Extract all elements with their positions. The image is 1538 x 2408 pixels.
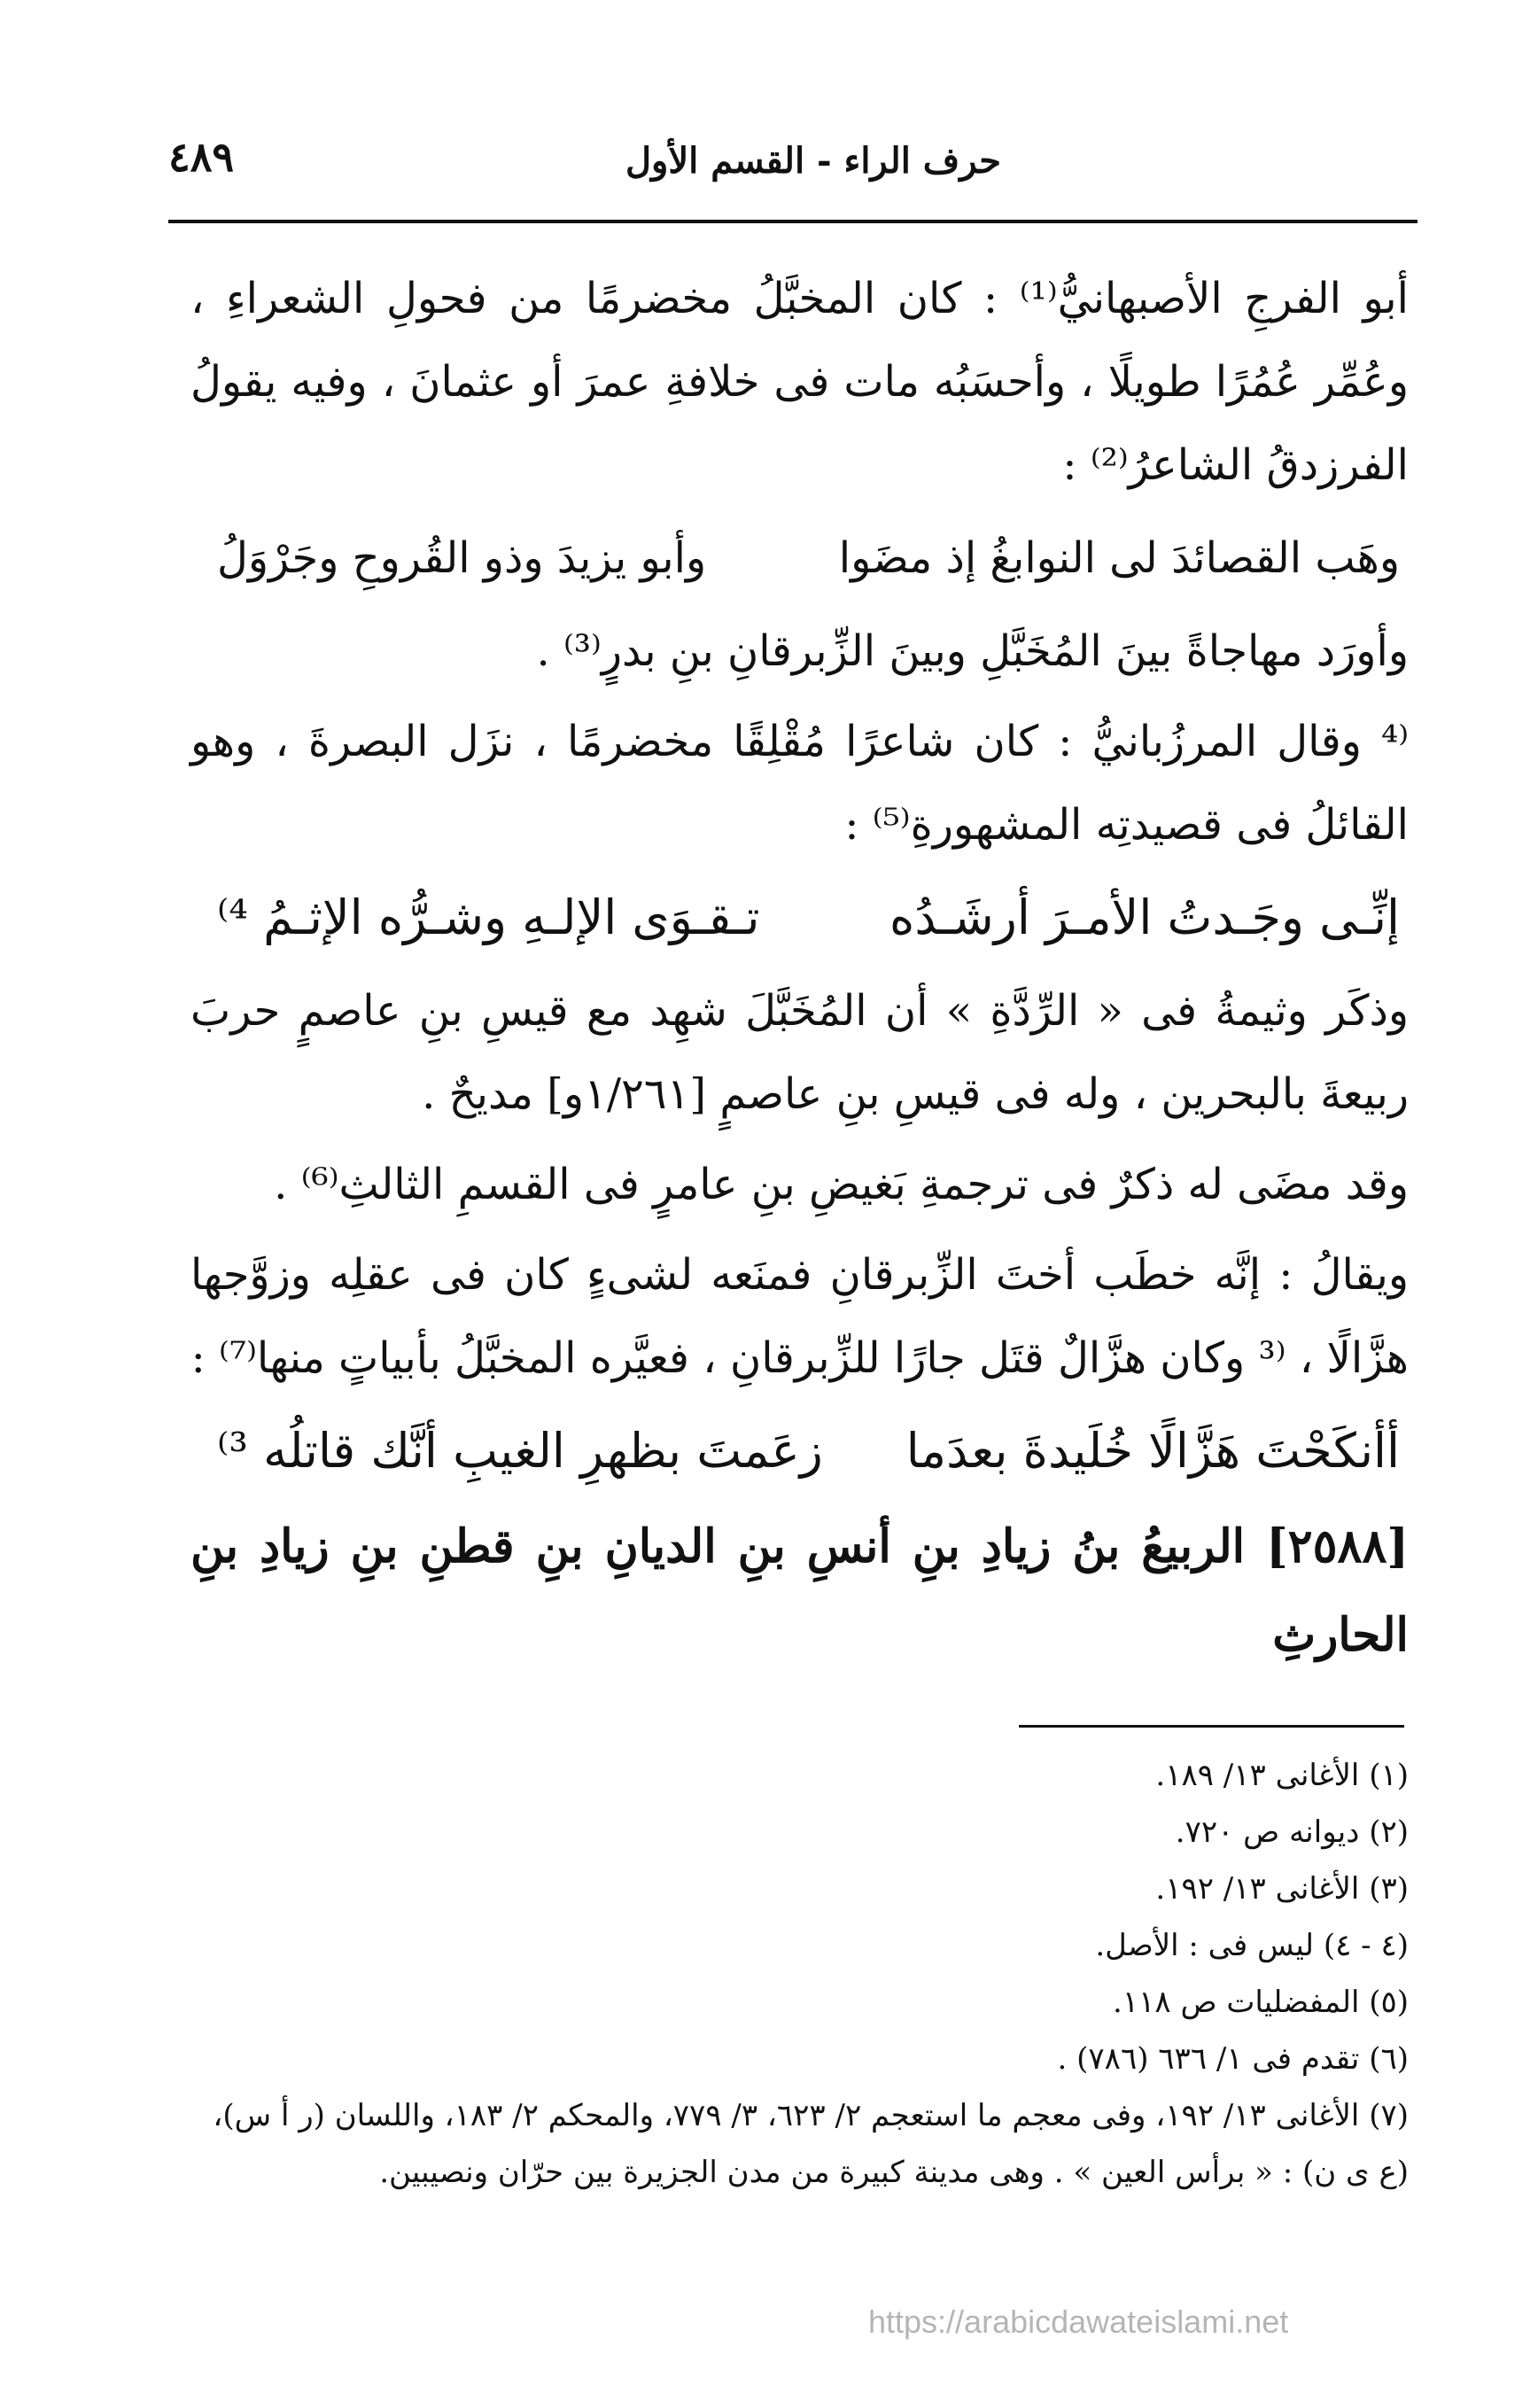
footnote-6: (٦) تقدم فى ١/ ٦٣٦ (٧٨٦) . xyxy=(1057,2041,1409,2077)
paragraph-1: أبو الفرجِ الأصبهانيُّ⁽¹⁾ : كان المخبَّلُ مخضرمًا من فحولِ الشعراءِ ، وعُمِّر عُمُرًا طويلًا ، وأحسَبُه مات فى خلافةِ عمرَ أو عثمانَ ، وفيه يقولُ الفرزدقُ الشاعرُ⁽²⁾ : xyxy=(190,274,1410,490)
verse-2 xyxy=(190,874,1409,962)
paragraph-5: وقد مضَى له ذكرٌ فى ترجمةِ بَغيضِ بنِ عامرٍ فى القسمِ الثالثِ⁽⁶⁾ . xyxy=(274,1160,1409,1209)
page-number: ٤٨٩ xyxy=(168,133,235,181)
paragraph-3: ⁽⁴ وقال المرزُبانيُّ : كان شاعرًا مُقْلِقًا مخضرمًا ، نزَل البصرةَ ، وهو القائلُ فى قصيدتِه المشهورةِ⁽⁵⁾ : xyxy=(190,717,1409,850)
page-header xyxy=(168,133,1418,195)
header-rule xyxy=(168,220,1418,223)
main-text xyxy=(190,257,1409,1680)
verse-2-first-hemistich: إنِّـى وجَـدتُ الأمـرَ أرشَـدُه xyxy=(889,889,1400,945)
footnote-4: (٤ - ٤) ليس فى : الأصل. xyxy=(1095,1928,1409,1963)
footnotes xyxy=(190,1747,1409,2201)
footnote-2: (٢) ديوانه ص ٧٢٠. xyxy=(1175,1814,1409,1850)
footnote-1: (١) الأغانى ١٣/ ١٨٩. xyxy=(1155,1758,1409,1793)
verse-3-first-hemistich: أأنكَحْتَ هَزَّالًا خُلَيدةَ بعدَما xyxy=(905,1423,1400,1479)
verse-3 xyxy=(190,1407,1409,1495)
paragraph-6: ويقالُ : إنَّه خطَب أختَ الزِّبرقانِ فمنَعه لشىءٍ كان فى عقلِه وزوَّجها هزَّالًا ، ⁽³ وكان هزَّالٌ قتَل جارًا للزِّبرقانِ ، فعيَّره المخبَّلُ بأبياتٍ منها⁽⁷⁾ : xyxy=(190,1250,1410,1383)
entry-heading: [٢٥٨٨] الربيعُ بنُ زيادِ بنِ أنسِ بنِ الديانِ بنِ قطنِ بنِ زيادِ بنِ الحارثِ xyxy=(190,1519,1409,1662)
paragraph-4: وذكَر وثيمةُ فى « الرِّدَّةِ » أن المُخَبَّلَ شهِد مع قيسِ بنِ عاصمٍ حربَ ربيعةَ بالبحرين ، وله فى قيسِ بنِ عاصمٍ [١/٢٦١و] مديحٌ . xyxy=(190,986,1409,1119)
footnote-7: (٧) الأغانى ١٣/ ١٩٢، وفى معجم ما استعجم ٢/ ٦٢٣، ٣/ ٧٧٩، والمحكم ٢/ ١٨٣، واللسان (ر أ س)، (ع ى ن) : « برأس العين » . وهى مدينة كبيرة من مدن الجزيرة بين حرّان ونصيبين. xyxy=(213,2098,1409,2190)
verse-2-second-hemistich: تـقـوَى الإلـهِ وشـرُّه الإثـمُ ⁴⁾ xyxy=(217,889,760,945)
verse-1 xyxy=(190,514,1409,602)
running-title: حرف الراء - القسم الأول xyxy=(625,140,1001,182)
verse-1-second-hemistich: وأبو يزيدَ وذو القُروحِ وجَرْوَلُ xyxy=(217,533,707,583)
paragraph-2: وأورَد مهاجاةً بينَ المُخَبَّلِ وبينَ الزِّبرقانِ بنِ بدرٍ⁽³⁾ . xyxy=(536,626,1409,676)
footnote-5: (٥) المفضليات ص ١١٨. xyxy=(1113,1985,1409,2020)
watermark-url: https://arabicdawateislami.net xyxy=(868,2303,1289,2340)
verse-3-second-hemistich: زعَمتَ بظهرِ الغيبِ أنَّك قاتلُه ³⁾ xyxy=(217,1423,823,1479)
footnote-rule xyxy=(1019,1725,1404,1728)
footnote-3: (٣) الأغانى ١٣/ ١٩٢. xyxy=(1155,1871,1409,1907)
verse-1-first-hemistich: وهَب القصائدَ لى النوابغُ إذ مضَوا xyxy=(838,533,1400,583)
